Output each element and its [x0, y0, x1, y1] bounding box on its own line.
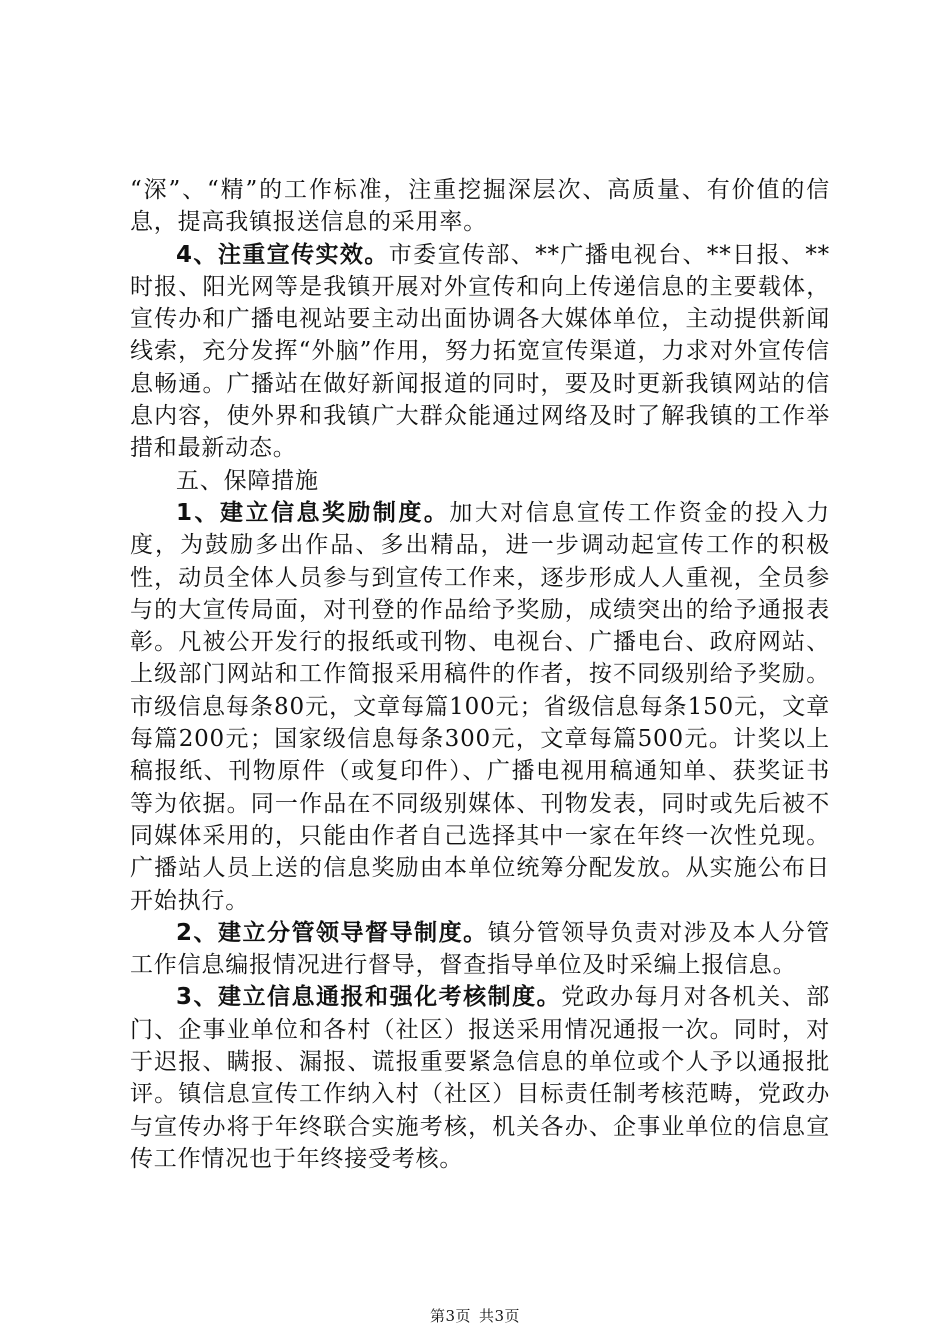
paragraph-lead: 3、建立信息通报和强化考核制度。: [176, 984, 562, 1011]
paragraph-text: 加大对信息宣传工作资金的投入力度，为鼓励多出作品、多出精品，进一步调动起宣传工作的积极性，动员全体人员参与到宣传工作来，逐步形成人人重视，全员参与的大宣传局面，对刊登的作品给予奖励，成绩突出的给予通报表彰。凡被公开发行的报纸或刊物、电视台、广播电台、政府网站、上级部门网站和工作简报采用稿件的作者，按不同级别给予奖励。市级信息每条80元，文章每篇100元；省级信息每条150元，文章每篇200元；国家级信息每条300元，文章每篇500元。计奖以上稿报纸、刊物原件（或复印件）、广播电视用稿通知单、获奖证书等为依据。同一作品在不同级别媒体、刊物发表，同时或先后被不同媒体采用的，只能由作者自己选择其中一家在年终一次性兑现。广播站人员上送的信息奖励由本单位统筹分配发放。从实施公布日开始执行。: [130, 499, 830, 914]
paragraph-reward-system: [130, 497, 830, 917]
paragraph-text: 市委宣传部、**广播电视台、**日报、**时报、阳光网等是我镇开展对外宣传和向上传递信息的主要载体，宣传办和广播电视站要主动出面协调各大媒体单位，主动提供新闻线索，充分发挥“外脑”作用，努力拓宽宣传渠道，力求对外宣传信息畅通。广播站在做好新闻报道的同时，要及时更新我镇网站的信息内容，使外界和我镇广大群众能通过网络及时了解我镇的工作举措和最新动态。: [130, 241, 830, 462]
paragraph-lead: 4、注重宣传实效。: [176, 241, 389, 268]
paragraph-continuation: “深”、“精”的工作标准，注重挖掘深层次、高质量、有价值的信息，提高我镇报送信息的采用率。: [130, 177, 830, 236]
section-heading: 五、保障措施: [176, 467, 319, 494]
paragraph-lead: 2、建立分管领导督导制度。: [176, 919, 488, 946]
document-body: [130, 174, 830, 1175]
paragraph-lead: 1、建立信息奖励制度。: [176, 499, 450, 526]
paragraph-publicity-effect: [130, 239, 830, 465]
page-total: 共3页: [479, 1307, 521, 1325]
paragraph-text: 镇分管领导负责对涉及本人分管工作信息编报情况进行督导，督查指导单位及时采编上报信息。: [130, 919, 831, 979]
page-number: 第3页: [429, 1307, 471, 1325]
paragraph-text: 党政办每月对各机关、部门、企事业单位和各村（社区）报送采用情况通报一次。同时，对于迟报、瞒报、漏报、谎报重要紧急信息的单位或个人予以通报批评。镇信息宣传工作纳入村（社区）目标责任制考核范畴，党政办与宣传办将于年终联合实施考核，机关各办、企事业单位的信息宣传工作情况也于年终接受考核。: [130, 984, 830, 1172]
page-footer: [0, 1305, 950, 1326]
paragraph-supervision-system: [130, 917, 830, 982]
paragraph-assessment-system: [130, 981, 830, 1175]
